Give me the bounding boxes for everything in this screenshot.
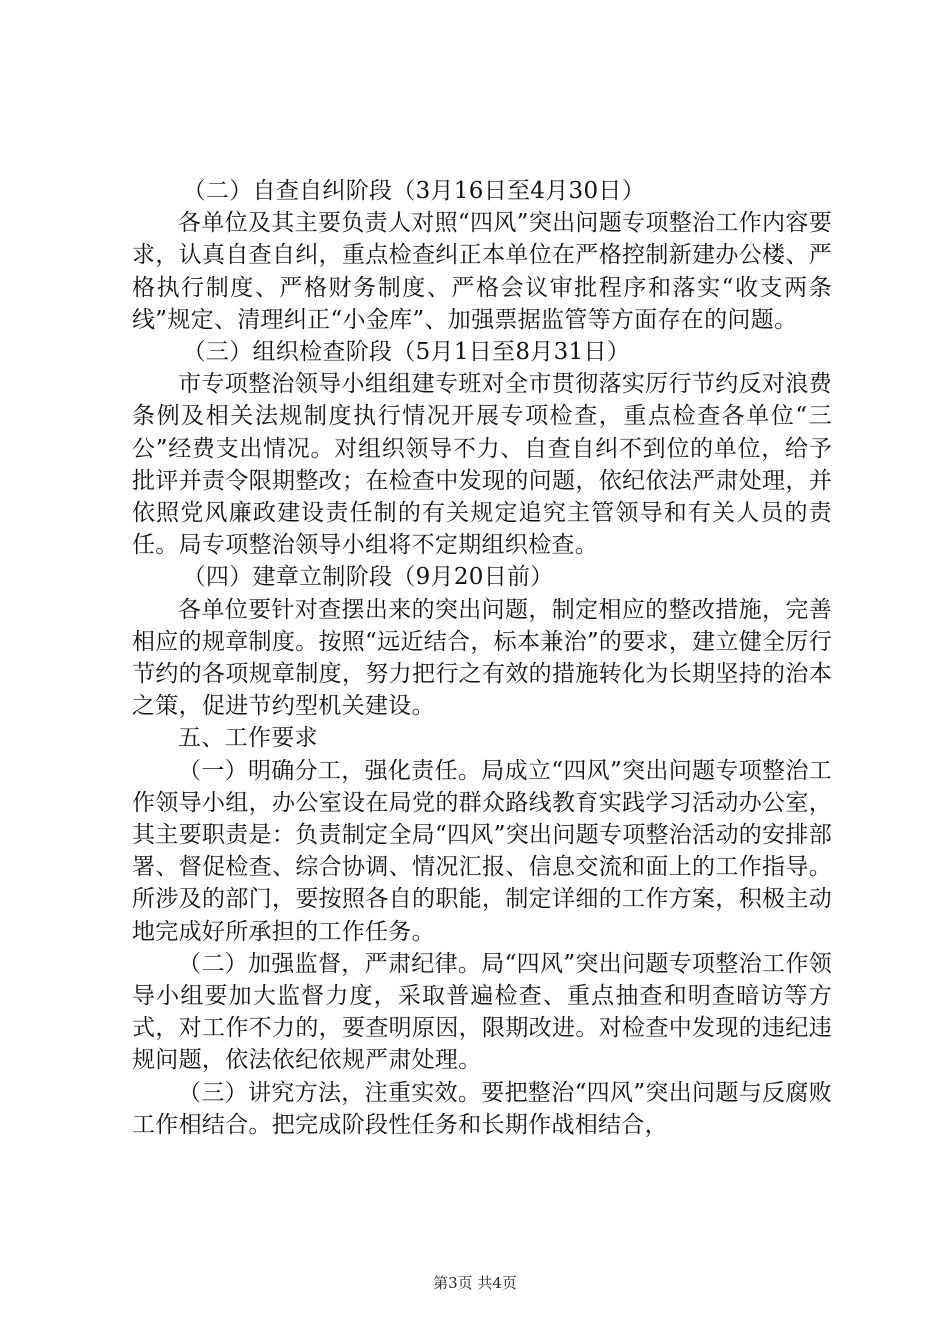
paragraph-requirement-3: （三）讲究方法，注重实效。要把整治“四风”突出问题与反腐败工作相结合。把完成阶段性任务和长期作战相结合， [132,1079,832,1138]
section-heading-work-requirements: 五、工作要求 [178,725,318,752]
section-heading-self-check: （二）自查自纠阶段（3月16日至4月30日） [182,178,645,204]
section-heading-rules: （四）建章立制阶段（9月20日前） [182,564,554,591]
paragraph-self-check: 各单位及其主要负责人对照“四风”突出问题专项整治工作内容要求，认真自查自纠，重点检查纠正本单位在严格控制新建办公楼、严格执行制度、严格财务制度、严格会议审批程序和落实“收支两条线”规定、清理纠正“小金库”、加强票据监管等方面存在的问题。 [132,210,832,333]
paragraph-requirement-2: （二）加强监督，严肃纪律。局“四风”突出问题专项整治工作领导小组要加大监督力度，采取普遍检查、重点抽查和明查暗访等方式，对工作不力的，要查明原因，限期改进。对检查中发现的违纪违规问题，依法依纪依规严肃处理。 [132,950,832,1074]
paragraph-inspection: 市专项整治领导小组组建专班对全市贯彻落实厉行节约反对浪费条例及相关法规制度执行情况开展专项检查，重点检查各单位“三公”经费支出情况。对组织领导不力、自查自纠不到位的单位，给予批评并责令限期整改；在检查中发现的问题，依纪依法严肃处理，并依照党风廉政建设责任制的有关规定追究主管领导和有关人员的责任。局专项整治领导小组将不定期组织检查。 [132,371,832,559]
paragraph-rules: 各单位要针对查摆出来的突出问题，制定相应的整改措施，完善相应的规章制度。按照“远近结合，标本兼治”的要求，建立健全厉行节约的各项规章制度，努力把行之有效的措施转化为长期坚持的治本之策，促进节约型机关建设。 [132,596,832,720]
paragraph-requirement-1: （一）明确分工，强化责任。局成立“四风”突出问题专项整治工作领导小组，办公室设在局党的群众路线教育实践学习活动办公室，其主要职责是：负责制定全局“四风”突出问题专项整治活动的安排部署、督促检查、综合协调、情况汇报、信息交流和面上的工作指导。所涉及的部门，要按照各自的职能，制定详细的工作方案，积极主动地完成好所承担的工作任务。 [132,757,832,945]
section-heading-inspection: （三）组织检查阶段（5月1日至8月31日） [182,339,631,366]
document-body [132,175,832,1141]
page-number-footer: 第3页 共4页 [433,1274,517,1292]
